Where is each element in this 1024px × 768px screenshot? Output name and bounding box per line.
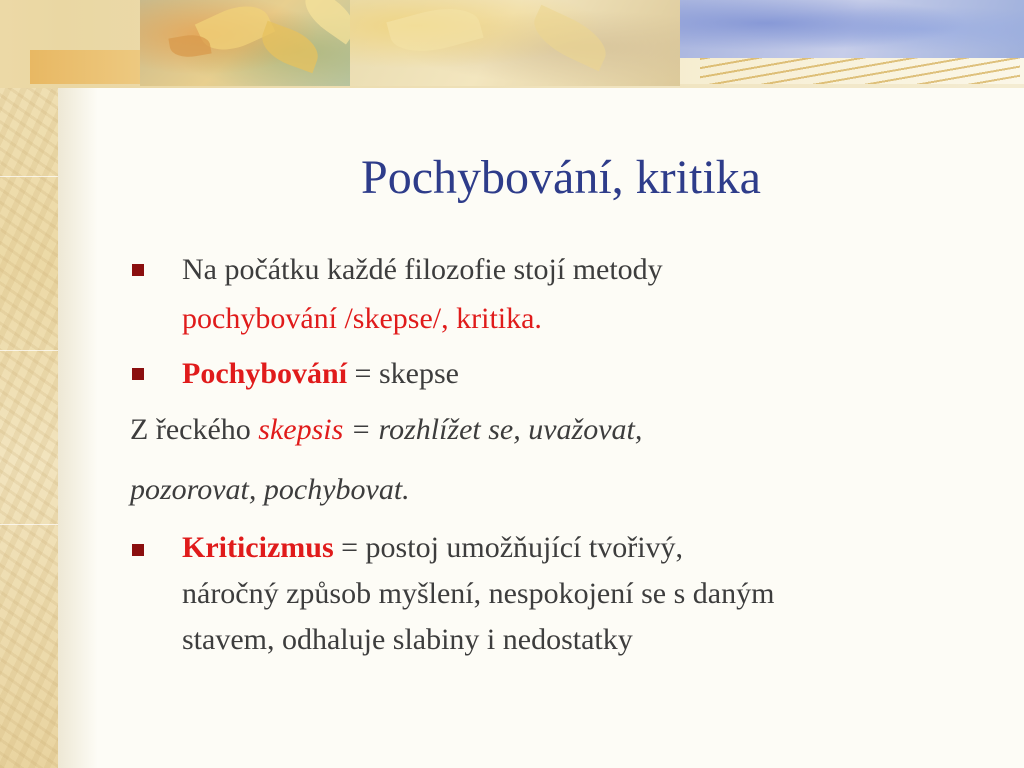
bullet2-line (182, 354, 459, 394)
bullet2-rest: = skepse (347, 357, 459, 390)
bullet3-line3: stavem, odhaluje slabiny i nedostatky (182, 623, 633, 656)
bullet1-line1: Na počátku každé filozofie stojí metody (182, 253, 663, 286)
para2-line: pozorovat, pochybovat. (130, 473, 410, 506)
bullet3-line1 (182, 528, 683, 568)
bullet-marker (132, 544, 144, 556)
term-skepsis: skepsis (258, 413, 344, 446)
bullet3-line2: náročný způsob myšlení, nespokojení se s daným (182, 577, 775, 610)
bullet-marker (132, 264, 144, 276)
para1-prefix: Z řeckého (130, 413, 259, 446)
bullet3-rest: = postoj umožňující tvořivý, (333, 531, 684, 564)
banner-tile-blue (680, 0, 1024, 58)
term-pochybovani: Pochybování (182, 357, 348, 390)
left-decor-strip (0, 0, 58, 768)
bullet1-line2: pochybování /skepse/, kritika. (182, 302, 542, 335)
banner-tile-autumn (140, 0, 350, 86)
term-kriticizmus: Kriticizmus (182, 531, 334, 564)
banner-wheat (700, 58, 1020, 84)
bullet-marker (132, 368, 144, 380)
header-banner (0, 0, 1024, 88)
para1-rest: = rozhlížet se, uvažovat, (343, 413, 643, 446)
para1-line (130, 410, 642, 450)
banner-tile-leaves (350, 0, 680, 86)
slide-title: Pochybování, kritika (361, 151, 761, 204)
left-strip-shadow (58, 0, 98, 768)
